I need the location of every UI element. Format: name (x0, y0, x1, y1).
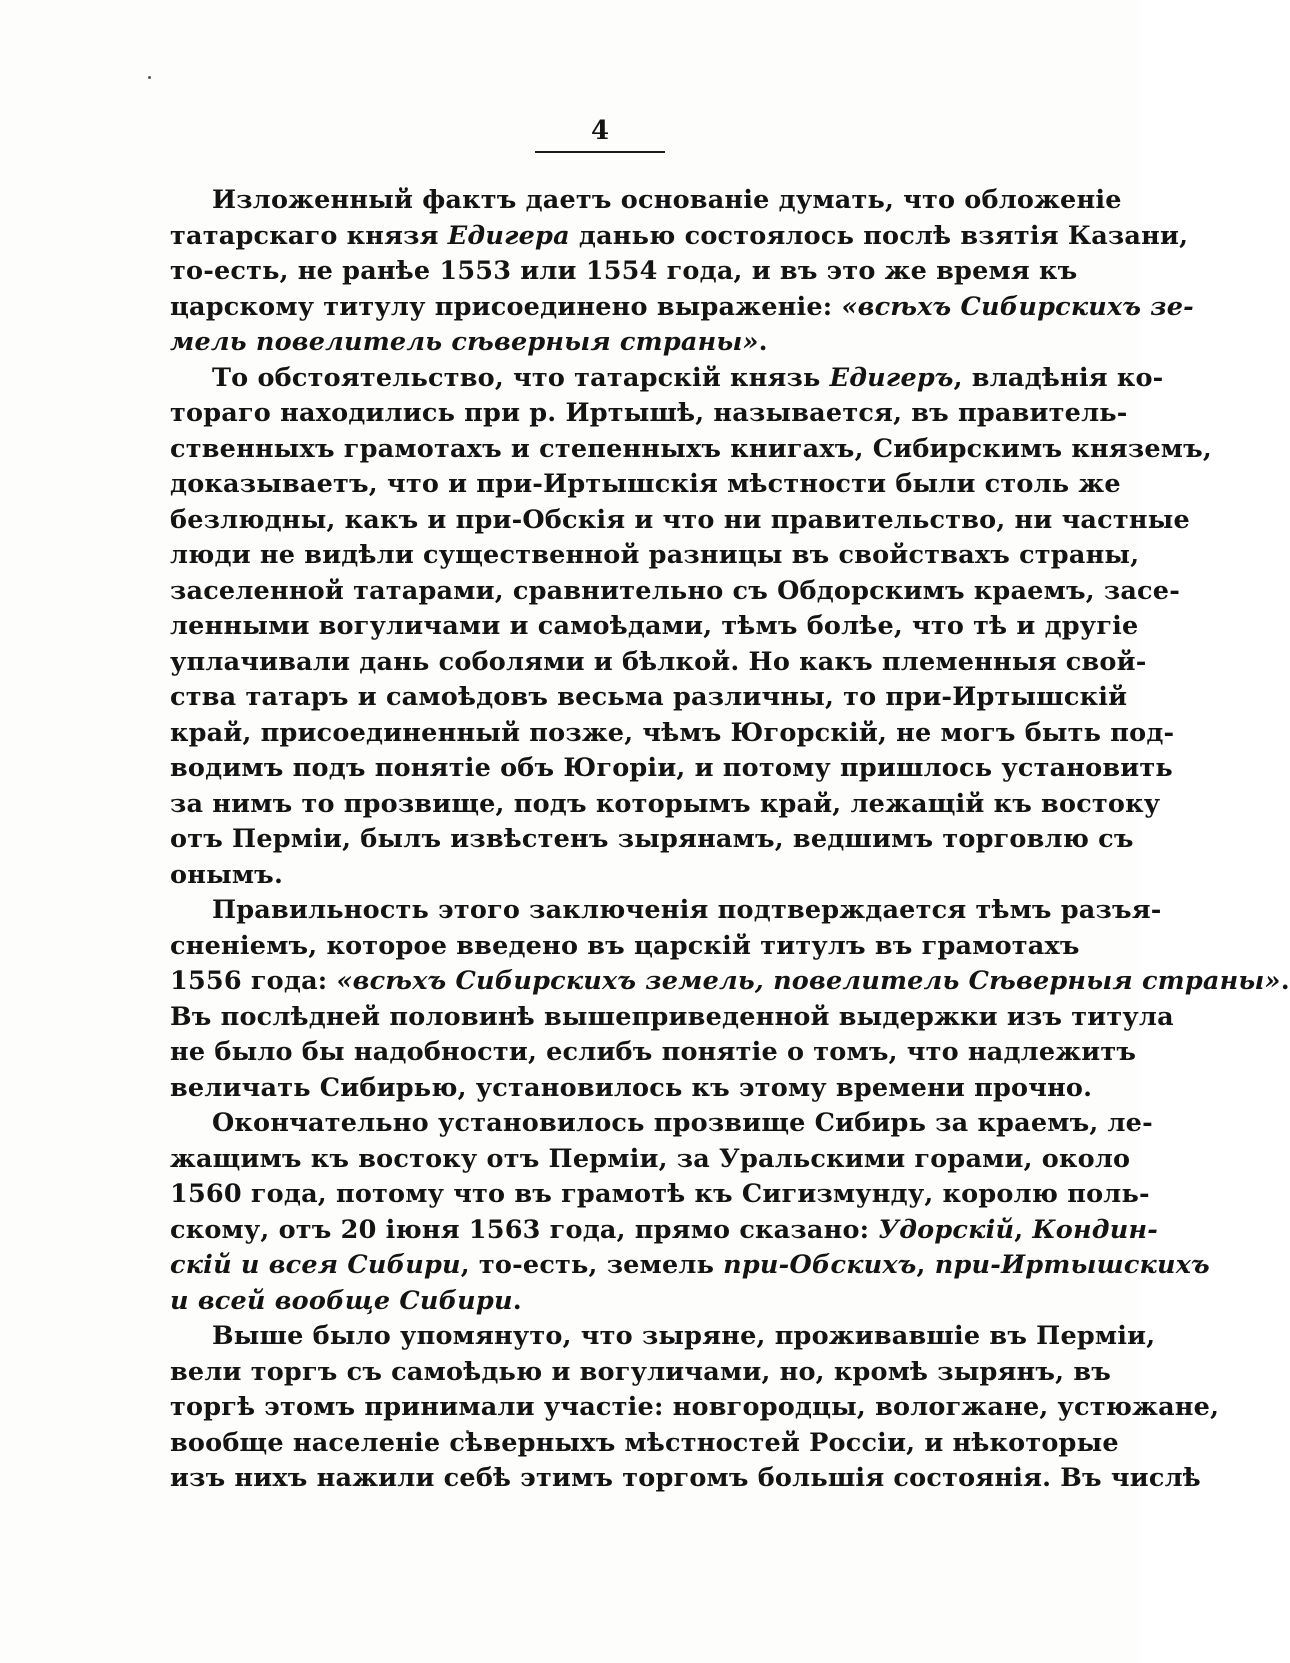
text-line: то-есть, не ранѣе 1553 или 1554 года, и въ это же время къ (170, 256, 1078, 286)
text-line: Окончательно установилось прозвище Сибирь за краемъ, ле- (212, 1108, 1153, 1138)
print-speck (148, 76, 151, 79)
text-line: ства татаръ и самоѣдовъ весьма различны, то при-Иртышскій (170, 682, 1128, 712)
text-line: Изложенный фактъ даетъ основаніе думать, что обложеніе (212, 185, 1122, 215)
text-line: безлюдны, какъ и при-Обскія и что ни правительство, ни частные (170, 504, 1190, 535)
text-line: торгѣ этомъ принимали участіе: новгородцы, вологжане, устюжане, (170, 1392, 1220, 1422)
text-line: величать Сибирью, установилось къ этому времени прочно. (170, 1072, 1093, 1103)
paragraph (170, 1106, 1210, 1319)
text-line: Правильность этого заключенія подтверждается тѣмъ разъя- (212, 895, 1162, 925)
text-line: вообще населеніе сѣверныхъ мѣстностей Россіи, и нѣкоторые (170, 1427, 1119, 1458)
text-line: Въ послѣдней половинѣ вышеприведенной выдержки изъ титула (170, 1001, 1174, 1032)
text-line: жащимъ къ востоку отъ Перміи, за Уральскими горами, около (170, 1143, 1131, 1174)
text-line: 1560 года, потому что въ грамотѣ къ Сигизмунду, королю поль- (170, 1179, 1150, 1209)
italic-phrase: скій и всея Сибири (170, 1250, 461, 1280)
text-line: Выше было упомянуто, что зыряне, проживавшіе въ Перміи, (212, 1321, 1156, 1351)
text-line: вели торгъ съ самоѣдью и вогуличами, но, кромѣ зырянъ, въ (170, 1356, 1112, 1387)
text-line: ственныхъ грамотахъ и степенныхъ книгахъ, Сибирскимъ княземъ, (170, 433, 1212, 464)
text-line: доказываетъ, что и при-Иртышскія мѣстности были столь же (170, 469, 1121, 499)
italic-phrase: Удорскій (878, 1214, 1015, 1245)
text-line: 1556 года: «всѣхъ Сибирскихъ земель, повелитель Сѣверныя страны». (170, 966, 1290, 996)
text-line: мель повелитель сѣверныя страны». (170, 327, 768, 357)
page-number: 4 (590, 116, 610, 146)
text-line: край, присоединенный позже, чѣмъ Югорскій, не могъ быть под- (170, 717, 1175, 748)
paragraph (170, 361, 1212, 894)
text-line: скій и всея Сибири, то-есть, земель при-Обскихъ, при-Иртышскихъ (170, 1250, 1210, 1280)
body-text (170, 183, 1290, 1497)
text-line: изъ нихъ нажили себѣ этимъ торгомъ большія состоянія. Въ числѣ (170, 1463, 1201, 1493)
paragraph (170, 893, 1290, 1106)
text-line: скому, отъ 20 іюня 1563 года, прямо сказано: Удорскій, Кондин- (170, 1214, 1159, 1245)
italic-phrase: при-Иртышскихъ (934, 1250, 1210, 1280)
text-line: уплачивали дань соболями и бѣлкой. Но какъ племенныя свой- (170, 646, 1147, 677)
text-line: не было бы надобности, еслибъ понятіе о томъ, что надлежитъ (170, 1037, 1137, 1067)
text-line: тораго находились при р. Иртышѣ, называется, въ правитель- (170, 398, 1128, 428)
italic-phrase: «всѣхъ Сибирскихъ земель, повелитель Сѣверныя страны» (336, 966, 1281, 996)
italic-phrase: Кондин- (1032, 1214, 1159, 1245)
page-number-rule (535, 151, 665, 153)
italic-phrase: при-Обскихъ (723, 1250, 917, 1280)
text-line: царскому титулу присоединено выраженіе: «всѣхъ Сибирскихъ зе- (170, 291, 1194, 322)
text-line: онымъ. (170, 859, 284, 890)
paragraph (170, 1319, 1220, 1497)
text-line: и всей вообще Сибири. (170, 1285, 522, 1316)
paragraph (170, 183, 1194, 361)
italic-phrase: и всей вообще Сибири (170, 1285, 513, 1316)
italic-phrase: «всѣхъ Сибирскихъ зе- (841, 291, 1194, 322)
italic-phrase: мель повелитель сѣверныя страны» (170, 327, 759, 357)
text-line: люди не видѣли существенной разницы въ свойствахъ страны, (170, 540, 1140, 570)
italic-phrase: Едигеръ (829, 362, 954, 393)
italic-phrase: Едигера (447, 220, 570, 251)
text-line: ленными вогуличами и самоѣдами, тѣмъ болѣе, что тѣ и другіе (170, 611, 1139, 641)
text-line: заселенной татарами, сравнительно съ Обдорскимъ краемъ, засе- (170, 575, 1180, 606)
text-line: То обстоятельство, что татарскій князь Едигеръ, владѣнія ко- (212, 362, 1164, 393)
text-line: сненіемъ, которое введено въ царскій титулъ въ грамотахъ (170, 930, 1080, 961)
text-line: водимъ подъ понятіе объ Югоріи, и потому пришлось установить (170, 753, 1173, 783)
text-line: отъ Перміи, былъ извѣстенъ зырянамъ, ведшимъ торговлю съ (170, 824, 1134, 854)
text-line: за нимъ то прозвище, подъ которымъ край, лежащій къ востоку (170, 788, 1161, 819)
text-line: татарскаго князя Едигера данью состоялось послѣ взятія Казани, (170, 220, 1189, 251)
